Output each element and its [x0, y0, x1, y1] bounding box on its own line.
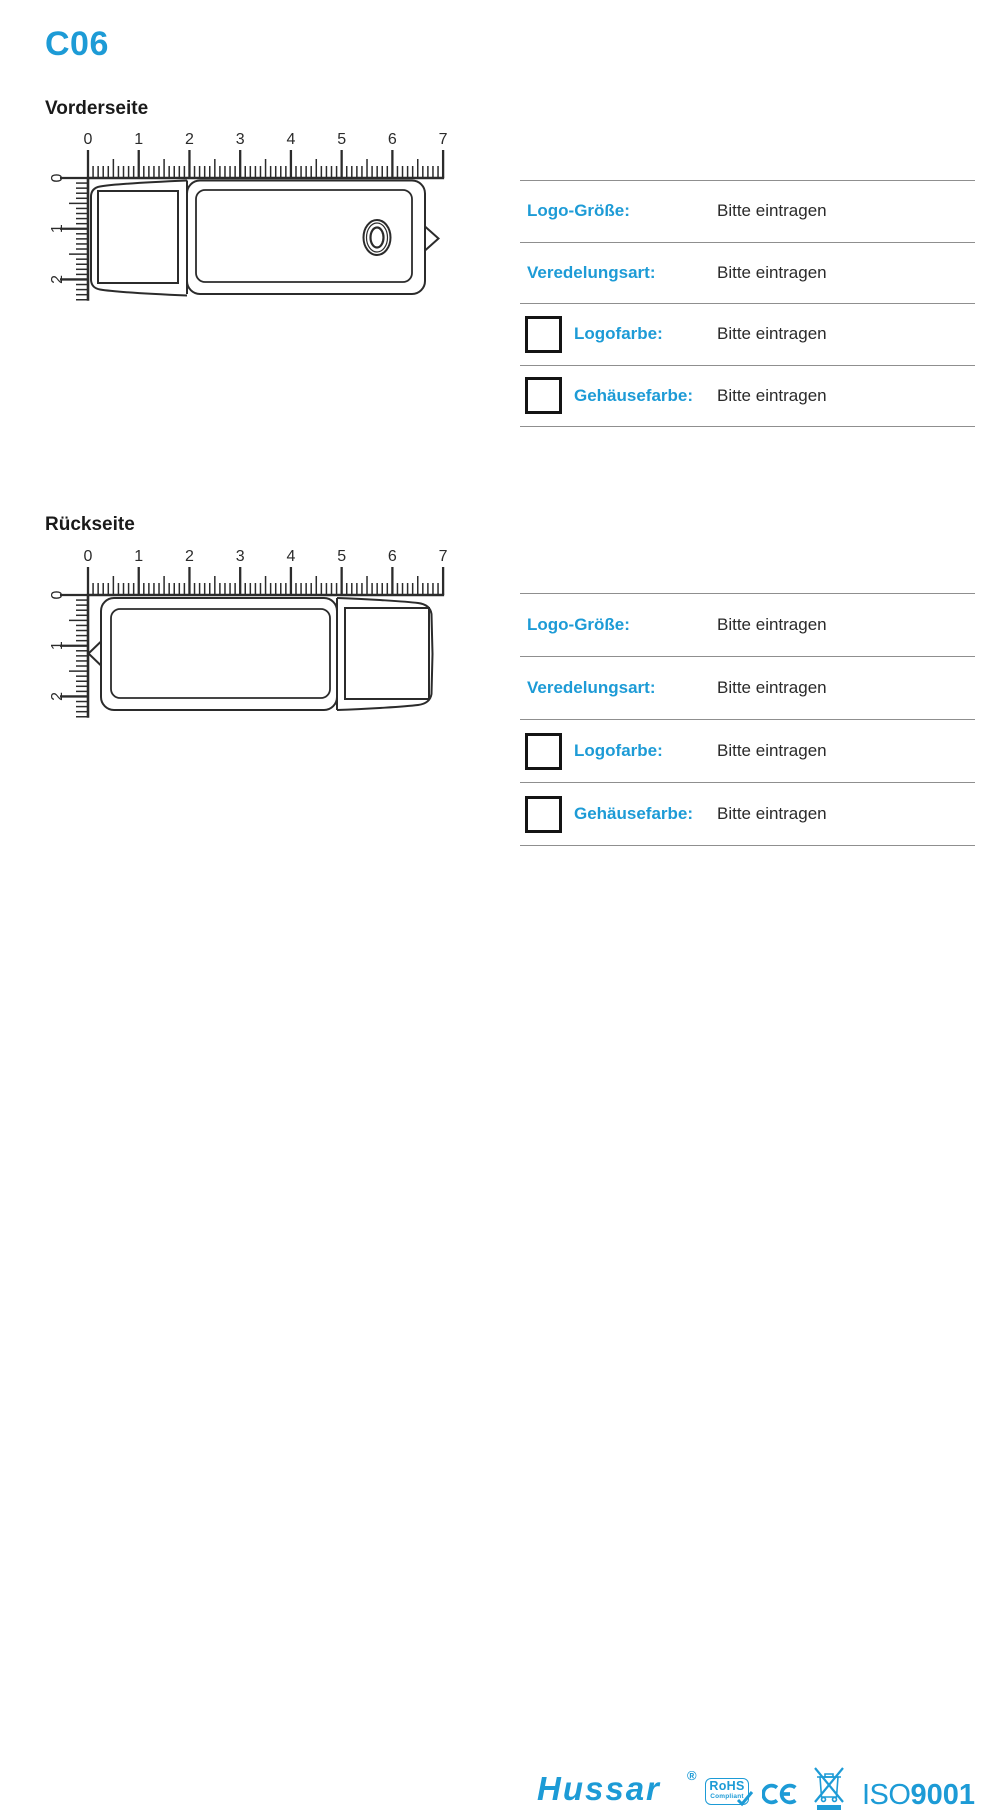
svg-text:2: 2 — [49, 692, 66, 701]
form-row-logo-color — [520, 720, 975, 783]
form-row-case-color — [520, 366, 975, 428]
case-color-label: Gehäusefarbe: — [574, 385, 694, 405]
page-title: C06 — [45, 25, 109, 63]
logo-color-value[interactable]: Bitte eintragen — [717, 741, 827, 760]
logo-size-label: Logo-Größe: — [527, 201, 630, 221]
svg-text:6: 6 — [387, 548, 397, 565]
footer-certifications — [0, 880, 1000, 1811]
form-row-finishing — [520, 243, 975, 305]
logo-size-value[interactable]: Bitte eintragen — [717, 201, 827, 221]
front-spec-form — [520, 180, 975, 427]
form-row-logo-size — [520, 181, 975, 243]
svg-text:0: 0 — [49, 590, 66, 600]
case-color-value[interactable]: Bitte eintragen — [717, 385, 827, 405]
usb-front-cap-panel — [98, 191, 178, 283]
logo-color-label: Logofarbe: — [574, 741, 663, 760]
iso-prefix: ISO — [862, 1779, 911, 1811]
svg-text:6: 6 — [387, 131, 397, 148]
logo-color-value[interactable]: Bitte eintragen — [717, 324, 827, 344]
rohs-label: RoHS — [709, 1779, 745, 1793]
finishing-label: Veredelungsart: — [527, 678, 656, 697]
iso-number: 9001 — [910, 1779, 975, 1811]
back-section-heading: Rückseite — [45, 514, 135, 535]
usb-front-body — [187, 181, 425, 295]
svg-text:1: 1 — [49, 641, 66, 651]
svg-text:3: 3 — [235, 131, 245, 148]
finishing-value[interactable]: Bitte eintragen — [717, 678, 827, 697]
svg-text:7: 7 — [438, 548, 448, 565]
svg-text:0: 0 — [49, 173, 66, 183]
svg-text:3: 3 — [235, 548, 245, 565]
registered-trademark-icon: ® — [687, 1768, 697, 1783]
svg-text:0: 0 — [83, 548, 93, 565]
case-color-value[interactable]: Bitte eintragen — [717, 804, 827, 823]
svg-text:2: 2 — [185, 548, 194, 565]
usb-front-technical-drawing — [40, 123, 460, 308]
form-row-case-color — [520, 783, 975, 846]
back-spec-form — [520, 593, 975, 846]
svg-text:5: 5 — [337, 548, 347, 565]
svg-text:0: 0 — [83, 131, 93, 148]
weee-crossed-bin-icon — [812, 1763, 846, 1811]
form-row-finishing — [520, 657, 975, 720]
case-color-checkbox[interactable] — [525, 377, 562, 414]
svg-text:4: 4 — [286, 131, 296, 148]
rohs-checkmark-icon — [736, 1791, 754, 1807]
finishing-label: Veredelungsart: — [527, 262, 656, 282]
logo-color-checkbox[interactable] — [525, 316, 562, 353]
svg-text:2: 2 — [49, 275, 66, 284]
usb-front-outline — [91, 181, 439, 296]
usb-back-outline — [89, 598, 433, 710]
logo-size-label: Logo-Größe: — [527, 615, 630, 634]
logo-color-label: Logofarbe: — [574, 324, 663, 344]
rohs-compliant-label: Compliant — [710, 1793, 744, 1800]
ce-mark-icon — [762, 1781, 798, 1807]
svg-text:1: 1 — [134, 548, 144, 565]
iso9001-icon — [862, 1779, 975, 1812]
usb-back-technical-drawing — [40, 540, 460, 725]
hussar-brand-logo: Hussar — [537, 1770, 661, 1807]
case-color-label: Gehäusefarbe: — [574, 804, 694, 823]
logo-size-value[interactable]: Bitte eintragen — [717, 615, 827, 634]
case-color-checkbox[interactable] — [525, 796, 562, 833]
svg-text:1: 1 — [49, 224, 66, 234]
front-section-heading: Vorderseite — [45, 98, 149, 119]
rohs-compliant-icon — [705, 1778, 749, 1805]
form-row-logo-color — [520, 304, 975, 366]
finishing-value[interactable]: Bitte eintragen — [717, 262, 827, 282]
form-row-logo-size — [520, 594, 975, 657]
usb-back-cap-panel — [345, 608, 429, 699]
usb-back-body — [101, 598, 337, 710]
svg-text:1: 1 — [134, 131, 144, 148]
logo-color-checkbox[interactable] — [525, 733, 562, 770]
svg-text:5: 5 — [337, 131, 347, 148]
svg-text:2: 2 — [185, 131, 194, 148]
svg-text:7: 7 — [438, 131, 448, 148]
svg-text:4: 4 — [286, 548, 296, 565]
